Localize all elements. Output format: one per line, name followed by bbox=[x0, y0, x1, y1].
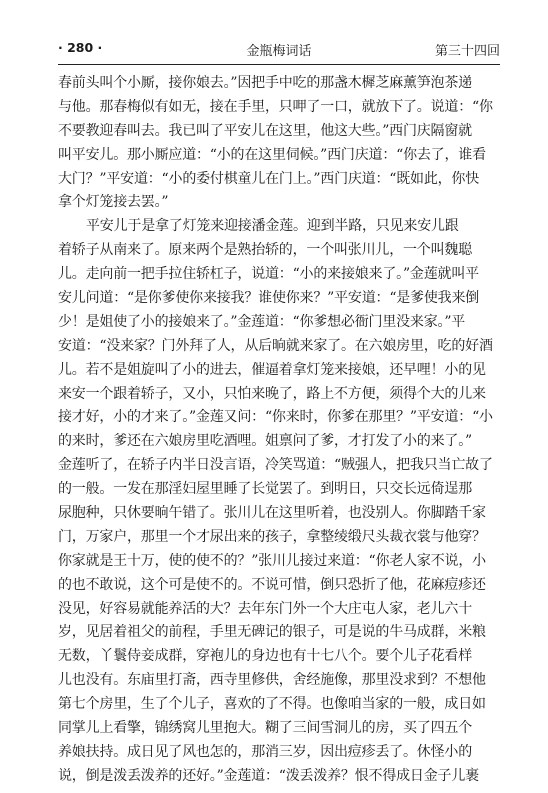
running-header bbox=[58, 40, 500, 60]
text-line: 与他。那春梅似有如无，接在手里，只呷了一口，就放下了。说道：“你 bbox=[58, 98, 493, 115]
text-line: 的来时，爹还在六娘房里吃酒哩。姐禀问了爹，才打发了小的来了。” bbox=[58, 433, 472, 450]
text-line: 门，万家户，那里一个才尿出来的孩子，拿整绫缎尺头裁衣裳与他穿？ bbox=[58, 528, 486, 545]
text-line: 你家就是王十万，使的使不的？”张川儿接过来道：“你老人家不说，小 bbox=[58, 552, 486, 569]
text-line: 养娘扶持。成日见了风也怎的，那消三岁，因出痘疹丢了。休怪小的 bbox=[58, 743, 472, 760]
text-line: 着轿子从南来了。原来两个是熟抬轿的，一个叫张川儿，一个叫魏聪 bbox=[58, 242, 472, 259]
text-line: 金莲听了，在轿子内半日没言语，冷笑骂道：“贼强人，把我只当亡故了 bbox=[58, 457, 493, 474]
text-line: 拿个灯笼接去罢。” bbox=[58, 194, 169, 211]
text-line: 平安儿于是拿了灯笼来迎接潘金莲。迎到半路，只见来安儿跟 bbox=[86, 218, 459, 235]
text-line: 同掌儿上看擎，锦绣窝儿里抱大。糊了三间雪洞儿的房，买了四五个 bbox=[58, 720, 472, 737]
text-line: 无数，丫鬟侍妾成群，穿袍儿的身边也有十七八个。要个儿子花看样 bbox=[58, 648, 472, 665]
text-line: 岁，见居着祖父的前程，手里无碑记的银子，可是说的牛马成群，米粮 bbox=[58, 624, 486, 641]
text-line: 安儿问道：“是你爹使你来接我？谁使你来？”平安道：“是爹使我来倒 bbox=[58, 290, 480, 307]
text-line: 儿。若不是姐旋叫了小的进去，催逼着拿灯笼来接娘，还早哩！小的见 bbox=[58, 361, 486, 378]
book-title: 金瓶梅词话 bbox=[246, 44, 312, 59]
page-number: · 280 · bbox=[58, 40, 103, 55]
text-line: 来安一个跟着轿子，又小，只怕来晚了，路上不方便，须得个大的儿来 bbox=[58, 385, 486, 402]
text-line: 少！是姐使了小的接娘来了。”金莲道：“你爹想必衙门里没来家。”平 bbox=[58, 313, 466, 330]
text-line: 尿胞种，只休要晌午错了。张川儿在这里听着，也没别人。你脚踏千家 bbox=[58, 505, 486, 522]
text-line: 儿也没有。东庙里打斋，西寺里修供，舍经施像，那里没求到？不想他 bbox=[58, 672, 486, 689]
text-line: 大门？”平安道：“小的委付棋童儿在门上。”西门庆道：“既如此，你快 bbox=[58, 170, 480, 187]
text-line: 的一般。一发在那淫妇屋里睡了长觉罢了。到明日，只交长远倚逞那 bbox=[58, 481, 472, 498]
text-line: 儿。走向前一把手拉住轿杠子，说道：“小的来接娘来了。”金莲就叫平 bbox=[58, 266, 479, 283]
text-line: 第七个房里，生了个儿子，喜欢的了不得。也像咱当家的一般，成日如 bbox=[58, 696, 486, 713]
text-line: 没见，好容易就能养活的大？去年东门外一个大庄屯人家，老儿六十 bbox=[58, 600, 472, 617]
paragraph bbox=[58, 215, 500, 788]
paragraph bbox=[58, 72, 500, 215]
text-line: 不要教迎春叫去。我已叫了平安儿在这里，他这大些。”西门庆隔窗就 bbox=[58, 122, 472, 139]
text-line: 春前头叫个小厮，接你娘去。”因把手中吃的那盏木樨芝麻薰笋泡茶递 bbox=[58, 75, 472, 91]
text-line: 的也不敢说，这个可是使不的。不说可惜，倒只恐折了他，花麻痘疹还 bbox=[58, 576, 486, 593]
body-text bbox=[58, 72, 500, 789]
text-line: 安道：“没来家？门外拜了人，从后晌就来家了。在六娘房里，吃的好酒 bbox=[58, 337, 493, 354]
text-line: 接才好，小的才来了。”金莲又问：“你来时，你爹在那里？”平安道：“小 bbox=[58, 409, 493, 426]
text-line: 叫平安儿。那小厮应道：“小的在这里伺候。”西门庆道：“你去了，谁看 bbox=[58, 146, 486, 163]
text-line: 说，倒是泼丢泼养的还好。”金莲道：“泼丢泼养？恨不得成日金子儿裹 bbox=[58, 767, 479, 784]
header-rule bbox=[58, 64, 500, 65]
chapter-title: 第三十四回 bbox=[434, 44, 500, 59]
